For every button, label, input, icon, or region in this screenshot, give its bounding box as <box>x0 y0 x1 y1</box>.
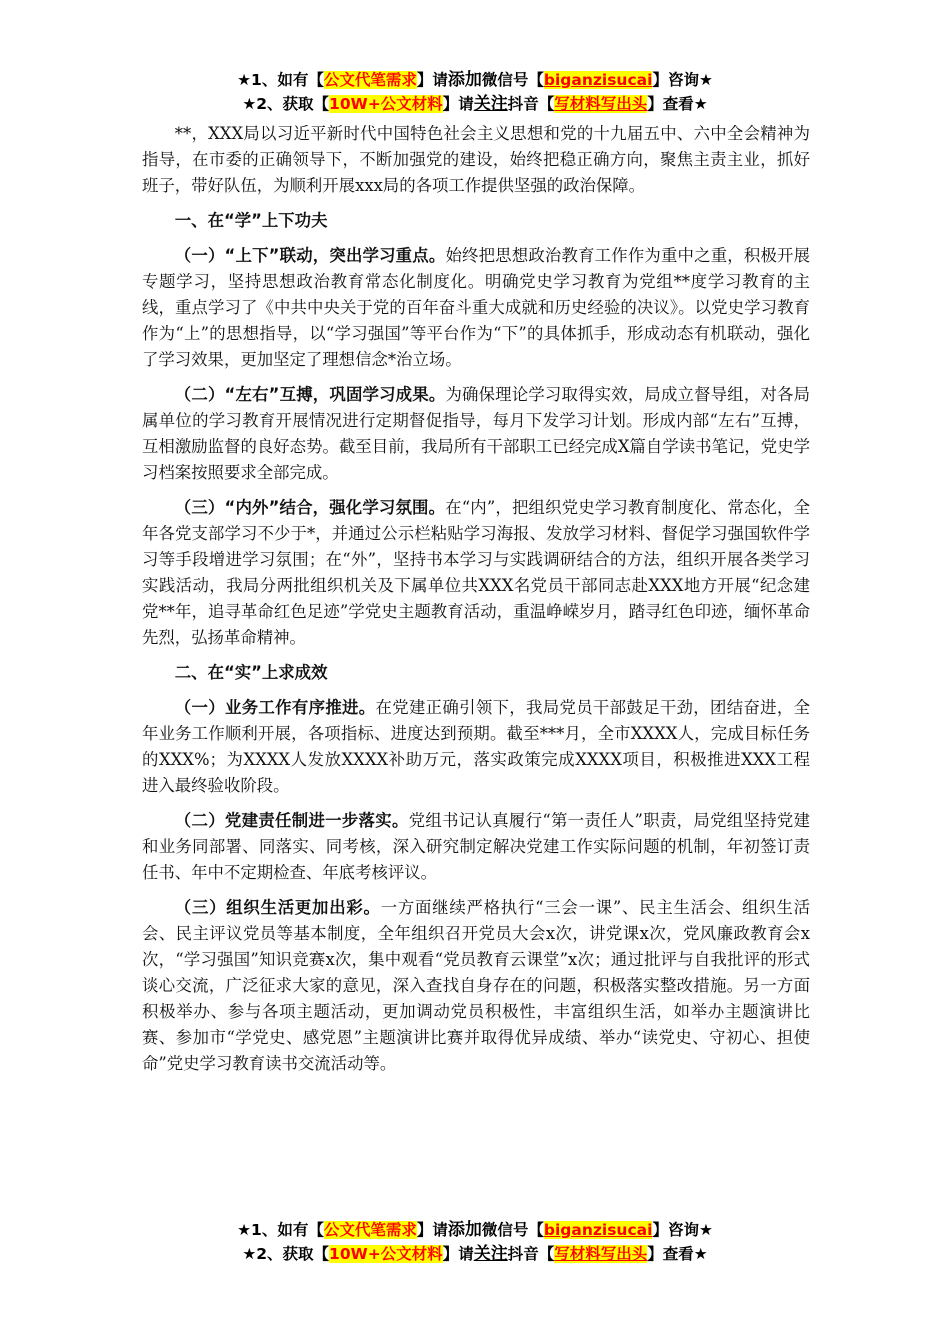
promo-text: ★1、如有【 <box>237 1221 324 1239</box>
promo-line-2 <box>140 1242 810 1266</box>
document-body <box>142 121 810 1077</box>
intro-paragraph: **，XXX局以习近平新时代中国特色社会主义思想和党的十九届五中、六中全会精神为指导，在市委的正确领导下，不断加强党的建设，始终把稳正确方向，聚焦主责主业，抓好班子，带好队伍，为顺利开展xxx局的各项工作提供坚强的政治保障。 <box>142 124 810 195</box>
paragraph-lead: （二）党建责任制进一步落实。 <box>174 811 409 830</box>
paragraph-text: 在党建正确引领下，我局党员干部鼓足干劲，团结奋进，全年业务工作顺利开展，各项指标、进度达到预期。截至***月，全市XXXX人，完成目标任务的XXX%；为XXXX人发放XXXX补助万元，落实政策完成XXXX项目，积极推进XXX工程进入最终验收阶段。 <box>142 698 811 795</box>
paragraph-lead: （三）组织生活更加出彩。 <box>174 898 381 917</box>
promo-highlight: 公文代笔需求 <box>323 71 417 89</box>
section-heading-1: 一、在“学”上下功夫 <box>174 211 328 230</box>
section-heading-2: 二、在“实”上求成效 <box>174 663 328 682</box>
paragraph <box>142 695 810 799</box>
paragraph-lead: （三）“内外”结合，强化学习氛围。 <box>174 498 446 517</box>
promo-text: 】查看★ <box>647 95 708 113</box>
promo-text: 抖音【 <box>507 95 555 113</box>
promo-emphasis: 关注 <box>473 94 508 114</box>
paragraph <box>142 808 810 886</box>
promo-line-2 <box>140 92 810 116</box>
paragraph-text: 党组书记认真履行“第一责任人”职责，局党组坚持党建和业务同部署、同落实、同考核，深入研究制定解决党建工作实际问题的机制，年初签订责任书、年中不定期检查、年底考核评议。 <box>142 811 810 882</box>
promo-text: 】咨询★ <box>652 71 713 89</box>
paragraph-text: 为确保理论学习取得实效，局成立督导组，对各局属单位的学习教育开展情况进行定期督促指导，每月下发学习计划。形成内部“左右”互搏，互相激励监督的良好态势。截至目前，我局所有干部职工已经完成X篇自学读书笔记，党史学习档案按照要求全部完成。 <box>142 385 811 482</box>
promo-text: 】咨询★ <box>652 1221 713 1239</box>
promo-text: ★2、获取【 <box>242 95 330 113</box>
promo-text: 】请 <box>416 71 448 89</box>
paragraph <box>142 243 810 373</box>
paragraph <box>142 895 810 1077</box>
paragraph-lead: （一）业务工作有序推进。 <box>174 698 376 717</box>
promo-text: 】查看★ <box>647 1245 708 1263</box>
promo-douyin-id: 写材料写出头 <box>554 95 648 113</box>
paragraph-text: 一方面继续严格执行“三会一课”、民主生活会、组织生活会、民主评议党员等基本制度，全年组织召开党员大会x次，讲党课x次，党风廉政教育会x次，“学习强国”知识竞赛x次，集中观看“党员教育云课堂”x次；通过批评与自我批评的形式谈心交流，广泛征求大家的意见，深入查找自身存在的问题，积极落实整改措施。另一方面积极举办、参与各项主题活动，更加调动党员积极性，丰富组织生活，如举办主题演讲比赛、参加市“学党史、感党恩”主题演讲比赛并取得优异成绩、举办“读党史、守初心、担使命”党史学习教育读书交流活动等。 <box>142 898 810 1073</box>
promo-text: 】请 <box>416 1221 448 1239</box>
promo-line-1 <box>140 68 810 92</box>
promo-banner-top <box>140 68 810 116</box>
promo-text: 微信号【 <box>481 1221 544 1239</box>
promo-text: 】请 <box>442 1245 474 1263</box>
promo-text: 】请 <box>442 95 474 113</box>
promo-emphasis: 关注 <box>473 1244 508 1264</box>
promo-text: ★2、获取【 <box>242 1245 330 1263</box>
paragraph-text: 始终把思想政治教育工作作为重中之重，积极开展专题学习，坚持思想政治教育常态化制度化。明确党史学习教育为党组**度学习教育的主线，重点学习了《中共中央关于党的百年奋斗重大成就和历史经验的决议》。以党史学习教育作为“上”的思想指导，以“学习强国”等平台作为“下”的具体抓手，形成动态有机联动，强化了学习效果，更加坚定了理想信念*治立场。 <box>142 246 811 369</box>
promo-douyin-id: 写材料写出头 <box>554 1245 648 1263</box>
paragraph-lead: （一）“上下”联动，突出学习重点。 <box>174 246 446 265</box>
paragraph <box>142 495 810 651</box>
paragraph-lead: （二）“左右”互搏，巩固学习成果。 <box>174 385 446 404</box>
promo-emphasis: 添加 <box>447 1220 482 1240</box>
promo-wechat-id: biganzisucai <box>543 71 653 89</box>
promo-line-1 <box>140 1218 810 1242</box>
promo-highlight: 10W+公文材料 <box>329 95 443 113</box>
promo-highlight: 公文代笔需求 <box>323 1221 417 1239</box>
promo-banner-bottom <box>140 1218 810 1266</box>
promo-text: 微信号【 <box>481 71 544 89</box>
promo-highlight: 10W+公文材料 <box>329 1245 443 1263</box>
promo-text: 抖音【 <box>507 1245 555 1263</box>
paragraph-text: 在“内”，把组织党史学习教育制度化、常态化，全年各党支部学习不少于*，并通过公示栏粘贴学习海报、发放学习材料、督促学习强国软件学习等手段增进学习氛围；在“外”，坚持书本学习与实践调研结合的方法，组织开展各类学习实践活动，我局分两批组织机关及下属单位共XXX名党员干部同志赴XXX地方开展“纪念建党**年，追寻革命红色足迹”学党史主题教育活动，重温峥嵘岁月，踏寻红色印迹，缅怀革命先烈，弘扬革命精神。 <box>142 498 810 647</box>
promo-wechat-id: biganzisucai <box>543 1221 653 1239</box>
paragraph <box>142 382 810 486</box>
promo-emphasis: 添加 <box>447 70 482 90</box>
promo-text: ★1、如有【 <box>237 71 324 89</box>
